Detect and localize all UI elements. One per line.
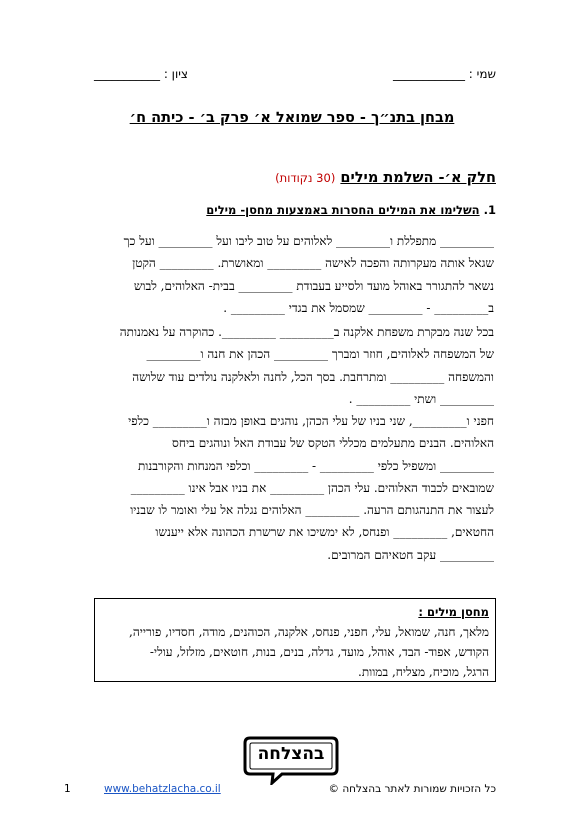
paragraph-line: _________ ומשפיל כלפי _________ - _________ וכלפי המנחות והקורבנות: [137, 458, 494, 473]
paragraph-3: [96, 410, 494, 566]
word-bank-line: מלאך, חנה, שמואל, עלי, חפני, פנחס, אלקנה, הכוהנים, מודה, חסדיו, פורייה,: [129, 625, 489, 639]
paragraph-line: נשאר להתגורר באוהל מועד ולסייע בעבודת _________ בבית- האלוהים, לבוש: [133, 278, 494, 293]
paragraph-line: בכל שנה מבקרת משפחת אלקנה ב_________ _________. כהוקרה על נאמנותה: [119, 325, 494, 339]
word-bank-line: הקודש, אפוד- הבד, אוהל, מועד, גדלה, בנים, בנות, חוטאים, מזלזל, עולי-: [149, 645, 489, 659]
paragraph-2: [96, 321, 494, 410]
question-number: 1.: [483, 203, 496, 217]
footer-website-link[interactable]: www.behatzlacha.co.il: [104, 783, 221, 795]
paragraph-1: [96, 230, 494, 319]
paragraph-line: _________ מתפללת ו_________ לאלוהים על טוב ליבו ועל _________ ועל כך: [123, 234, 494, 248]
paragraph-line: והמשפחה _________ ומתרחבת. בסך הכל, לחנה ולאלקנה נולדים עוד שלושה: [132, 369, 494, 384]
name-field: שמי : ____________: [392, 67, 496, 81]
paragraph-line: חפני ו_________, שני בניו של עלי הכהן, נוהגים באופן מבזה ו_________ כלפי: [128, 414, 494, 428]
word-bank-box: [94, 598, 496, 682]
behatzlacha-logo: [242, 735, 340, 785]
section-title: חלק א׳- השלמת מילים: [340, 170, 496, 186]
question-text: השלימו את המילים החסרות באמצעות מחסן- מילים: [206, 203, 480, 217]
section-points: (30 נקודות): [275, 171, 336, 185]
paragraph-line: שמובאים לכבוד האלוהים. עלי הכהן _________ את בניו אבל אינו _________: [130, 480, 494, 495]
paragraph-line: ב_________ - _________ שמסמל את בגדי _________ .: [223, 300, 494, 315]
question-instruction: [206, 203, 496, 217]
page-number: 1: [64, 783, 71, 795]
section-heading: [275, 167, 496, 186]
word-bank-line: הרגל, מוכיח, מצליח, במוות.: [358, 665, 489, 679]
footer-copyright: כל הזכויות שמורות לאתר בהצלחה ©: [328, 783, 496, 795]
paragraph-line: החטאים, _________ ופנחס, לא ימשיכו את שרשרת הכהונה אלא ייענשו: [155, 525, 494, 540]
logo-text: בהצלחה: [257, 744, 325, 764]
paragraph-line: שגאל אותה מעקרותה והפכה לאישה _________ ומאושרת. _________ הקטן: [132, 256, 494, 271]
paragraph-line: _________ ושתי _________ .: [348, 391, 494, 406]
paragraph-line: של המשפחה לאלוהים, חוזר ומברך _________ הכהן את חנה ו_________: [146, 347, 494, 362]
paragraph-line: האלוהים. הבנים מתעלמים מכללי הטקס של עבודת האל ונוהגים ביחס: [172, 436, 494, 451]
page-title: מבחן בתנ״ך - ספר שמואל א׳ פרק ב׳ - כיתה ח׳: [129, 110, 455, 126]
grade-field: ציון : ___________: [94, 67, 189, 81]
paragraph-line: לעצור את התנהגותם הרעה. _________ האלוהים נגלה אל עלי ואומר לו שבניו: [130, 503, 494, 518]
word-bank-title: מחסן מילים :: [418, 605, 489, 619]
paragraph-line: _________ עקב חטאיהם המרובים.: [327, 547, 494, 562]
